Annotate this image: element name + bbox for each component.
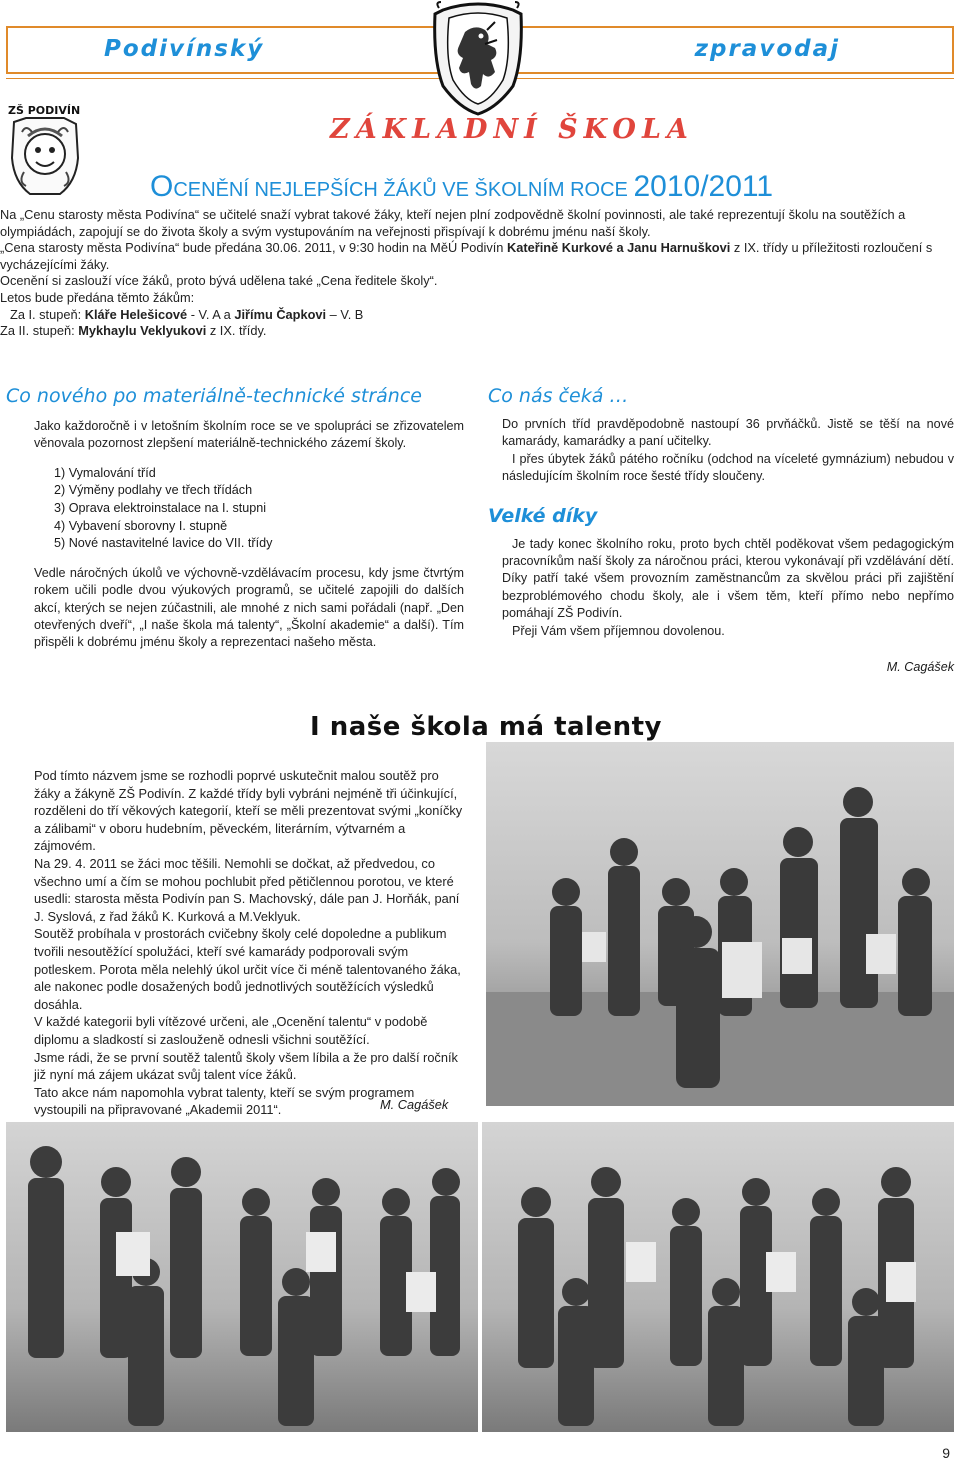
list-item: 1) Vymalování tříd [54, 465, 156, 480]
list-item: 4) Vybavení sborovny I. stupně [54, 518, 228, 533]
talent-paragraph: Soutěž probíhala v prostorách cvičebny školy celé dopoledne a publikum tvořili nesoutěžící spolužáci, kteří své kamarády podporovali svým potleskem. Porota měla nelehlý úkol určit více či méně talentovaného žáka, ale nakonec podle dosažených bodů jednotlivých soutěžících výsledků dosáhla. [34, 926, 461, 1012]
intro-paragraph: „Cena starosty města Podivína“ bude předána 30.06. 2011, v 9:30 hodin na MěÚ Podivín Kateřině Kurkové a Janu Harnuškovi z IX. třídy u příležitosti rozloučení s vycházejícími žáky. [0, 240, 933, 272]
newsletter-title-left: Podivínský [104, 36, 265, 62]
article-title: OCENĚNÍ NEJLEPŠÍCH ŽÁKŮ VE ŠKOLNÍM ROCE 2010/2011 [150, 170, 774, 203]
talent-paragraph: Na 29. 4. 2011 se žáci moc těšili. Nemohli se dočkat, až předvedou, co všechno umí a čím se mohou pochlubit před pětičlennou porotou, ve které usedli: starosta města Podivín pan S. Machovský, dále pan J. Horňák, paní J. Syslová, z řad žáků K. Kurková a M.Veklyuk. [34, 855, 460, 924]
school-logo-icon [6, 102, 84, 200]
page-number: 9 [942, 1445, 950, 1461]
talent-paragraph: Jsme rádi, že se první soutěž talentů školy všem líbila a že pro další ročník již nyní má zájem ukázat svůj talent více žáků. [34, 1049, 458, 1083]
right-column-heading-thanks: Velké díky [488, 504, 598, 527]
list-item: 5) Nové nastavitelné lavice do VII. třídy [54, 536, 273, 551]
author-signature: M. Cagášek [886, 660, 954, 675]
photo-older-students [486, 742, 954, 1106]
photo-younger-students [6, 1122, 954, 1432]
right-column [488, 384, 954, 674]
town-crest-icon [425, 0, 531, 116]
intro-paragraph: Na „Cenu starosty města Podivína“ se učitelé snaží vybrat takové žáky, kteří nejen plní zodpovědně školní povinnosti, ale také reprezentují školu na soutěžích a olympiádách, zapojují se do života školy a svým vystupováním na veřejnosti přispívají k dobrému jménu naší školy. [0, 207, 906, 239]
right-column-paragraph: Je tady konec školního roku, proto bych chtěl poděkovat všem pedagogickým pracovníkům naší školy za náročnou práci, kterou vykonávají při vzdělávání dětí. Díky patří také všem provozním zaměstnancům za skvělou práci při zajištění bezproblémového chodu školy, ale i všem těm, kteří přímo nebo nepřímo pomáhají ZŠ Podivín. [502, 536, 954, 621]
section-title: ZÁKLADNÍ ŠKOLA [330, 114, 694, 145]
newsletter-title-right: zpravodaj [694, 36, 840, 62]
right-column-heading-upcoming: Co nás čeká … [488, 385, 629, 407]
intro-paragraph: Ocenění si zaslouží více žáků, proto bývá udělena také „Cena ředitele školy“. [0, 273, 438, 289]
right-column-paragraph: I přes úbytek žáků pátého ročníku (odchod na víceleté gymnázium) nebudou v následujícím školním roce šesté třídy sloučeny. [502, 451, 954, 484]
talent-section-title: I naše škola má talenty [310, 712, 662, 742]
list-item: 3) Oprava elektroinstalace na I. stupni [54, 501, 267, 515]
right-column-paragraph: Přeji Vám všem příjemnou dovolenou. [512, 623, 725, 638]
left-column-outro: Vedle náročných úkolů ve výchovně-vzdělávacím procesu, kdy jsme čtvrtým rokem učili podle dvou výukových programů, se učitelé zapojili do dalších akcí, kterých se nejen zúčastnili, ale mnohé z nich sami pořádali (např. „Den otevřených dveří“, „I naše škola má talenty“, „Školní akademie“ a další). Tím přispěli k dobrému jménu školy a reprezentaci našeho města. [34, 565, 464, 650]
intro-paragraph: Za II. stupeň: Mykhaylu Veklyukovi z IX. třídy. [0, 323, 267, 339]
talent-paragraph: Pod tímto názvem jsme se rozhodli poprvé uskutečnit malou soutěž pro žáky a žákyně ZŠ Podivín. Z každé třídy byli vybráni nejméně tři účinkující, rozděleni do tří věkových kategorií, kteří se měli prezentovat svými „koníčky a zálibami“ v oboru hudebním, pěveckém, literárním, výtvarném a zájmovém. [34, 768, 463, 854]
intro-paragraph: Letos bude předána těmto žákům: [0, 289, 195, 305]
list-item: 2) Výměny podlahy ve třech třídách [54, 483, 253, 498]
talent-paragraph: V každé kategorii byli vítězové určeni, ale „Ocenění talentu“ v podobě diplomu a sladkostí si zaslouženě odnesli všichni soutěžící. [34, 1014, 428, 1047]
left-column [6, 384, 476, 652]
left-column-intro: Jako každoročně i v letošním školním roce se ve spolupráci se zřizovatelem věnovala pozornost zlepšení materiálně-technického zázemí školy. [34, 419, 464, 451]
talent-article [4, 767, 466, 1119]
article-intro [0, 207, 958, 340]
talent-paragraph: Tato akce nám napomohla vybrat talenty, kteří se svým programem vystoupili na připravované „Akademii 2011“. [34, 1084, 415, 1118]
talent-author-signature: M. Cagášek [380, 1097, 449, 1112]
intro-paragraph: Za I. stupeň: Kláře Helešicové - V. A a Jiřímu Čapkovi – V. B [10, 306, 364, 322]
improvements-list [6, 465, 476, 553]
right-column-paragraph: Do prvních tříd pravděpodobně nastoupí 36 prvňáčků. Jistě se těší na nové kamarády, kamarádky a paní učitelky. [502, 417, 954, 449]
left-column-heading: Co nového po materiálně-technické stránce [6, 385, 422, 407]
svg-text:ZŠ PODIVÍN: ZŠ PODIVÍN [8, 104, 81, 117]
